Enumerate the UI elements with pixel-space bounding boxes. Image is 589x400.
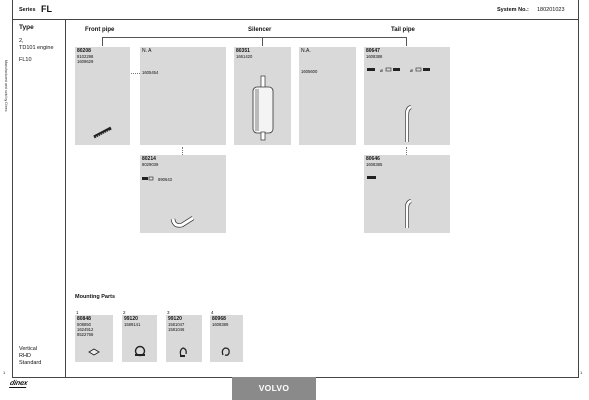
oem-ref: 1589141 [124,322,141,327]
page-number-right: 1 [580,370,583,375]
tail-pipe-icon [400,105,414,143]
mounting-index: 2 [123,310,126,315]
page-number-left: 1 [3,370,6,375]
oem-ref: 890643 [158,177,172,182]
type-heading: Type [19,24,34,31]
part-card-80646[interactable] [364,155,450,233]
part-card-80208[interactable] [75,47,130,145]
oem-ref: 1661420 [236,54,253,59]
tail-pipe-icon [400,199,414,229]
footer-line-rhd: RHD [19,353,31,359]
series-value: FL [41,4,52,14]
part-number: N. A [142,48,152,54]
clamp-icon [133,345,147,357]
header-bar [13,0,578,20]
oem-ref: 1624912 [77,327,94,332]
part-card-na-silencer[interactable] [299,47,356,145]
section-connector-line [102,37,407,38]
mounting-index: 1 [76,310,79,315]
mounting-card-99120-b[interactable] [166,315,202,362]
oem-ref: 1581047 [168,322,185,327]
dotted-connector [406,147,407,155]
connector-tick-silencer [262,37,263,46]
part-number: 80351 [236,48,250,54]
part-number: 80647 [366,48,380,54]
part-number: 80968 [212,316,226,322]
dotted-connector [182,147,183,155]
oem-ref: 8102298 [77,54,94,59]
part-number: 80208 [77,48,91,54]
svg-text:⌀: ⌀ [380,68,384,73]
connector-tick-front [102,37,103,46]
part-card-80351[interactable] [234,47,291,145]
oem-ref: 1609629 [77,59,94,64]
mounting-card-80848[interactable] [75,315,113,362]
connector-tick-tail [406,37,407,46]
part-card-na-front[interactable] [140,47,226,145]
type-column [13,20,66,378]
part-card-80214[interactable] [140,155,226,233]
system-number-label: System No.: [497,7,529,13]
oem-ref: 1608389 [212,322,229,327]
system-number-value: 180201023 [537,7,565,13]
part-number: 80646 [366,156,380,162]
series-label: Series [19,7,36,13]
mounting-card-80968[interactable] [210,315,243,362]
silencer-icon [249,75,277,141]
footer-line-standard: Standard [19,360,42,366]
part-number: 99120 [124,316,138,322]
clamp-symbol-icon [367,175,377,181]
oem-ref: 1605600 [301,69,318,74]
section-tail-pipe: Tail pipe [391,27,415,33]
oem-ref: 1581046 [168,327,185,332]
type-model: FL10 [19,57,32,63]
dimension-symbols-icon [142,176,154,182]
mounting-index: 4 [211,310,214,315]
part-number: 99120 [168,316,182,322]
section-front-pipe: Front pipe [85,27,115,33]
mounting-card-99120-a[interactable] [122,315,157,362]
dotted-connector [131,73,140,74]
flex-pipe-icon [92,125,114,139]
gasket-icon [88,348,100,356]
side-legal-text: Manufactured and sold by Dinex [4,60,8,112]
type-footer [19,346,41,367]
mounting-parts-title: Mounting Parts [75,294,116,300]
section-silencer: Silencer [248,27,272,33]
part-number: 80848 [77,316,91,322]
oem-ref: 8029039 [142,162,159,167]
mounting-index: 3 [167,310,170,315]
footer-line-vertical: Vertical [19,346,38,352]
part-number: 80214 [142,156,156,162]
dinex-logo: dinex [9,380,29,387]
oem-ref: 508850 [77,322,91,327]
dimension-symbols-icon [366,67,448,73]
make-label: VOLVO [232,377,316,400]
part-card-80647[interactable] [364,47,450,145]
bend-pipe-icon [170,213,196,229]
oem-ref: 8522768 [77,332,94,337]
oem-ref: 1608385 [366,162,383,167]
type-engine: TD101 engine [19,45,54,51]
oem-ref: 1608386 [366,54,383,59]
ring-clamp-icon [220,346,232,358]
part-number: N.A. [301,48,311,54]
svg-text:⌀: ⌀ [410,68,414,73]
type-line-1: 2, [19,38,24,44]
bracket-icon [178,346,188,358]
oem-ref: 1605454 [142,70,159,75]
